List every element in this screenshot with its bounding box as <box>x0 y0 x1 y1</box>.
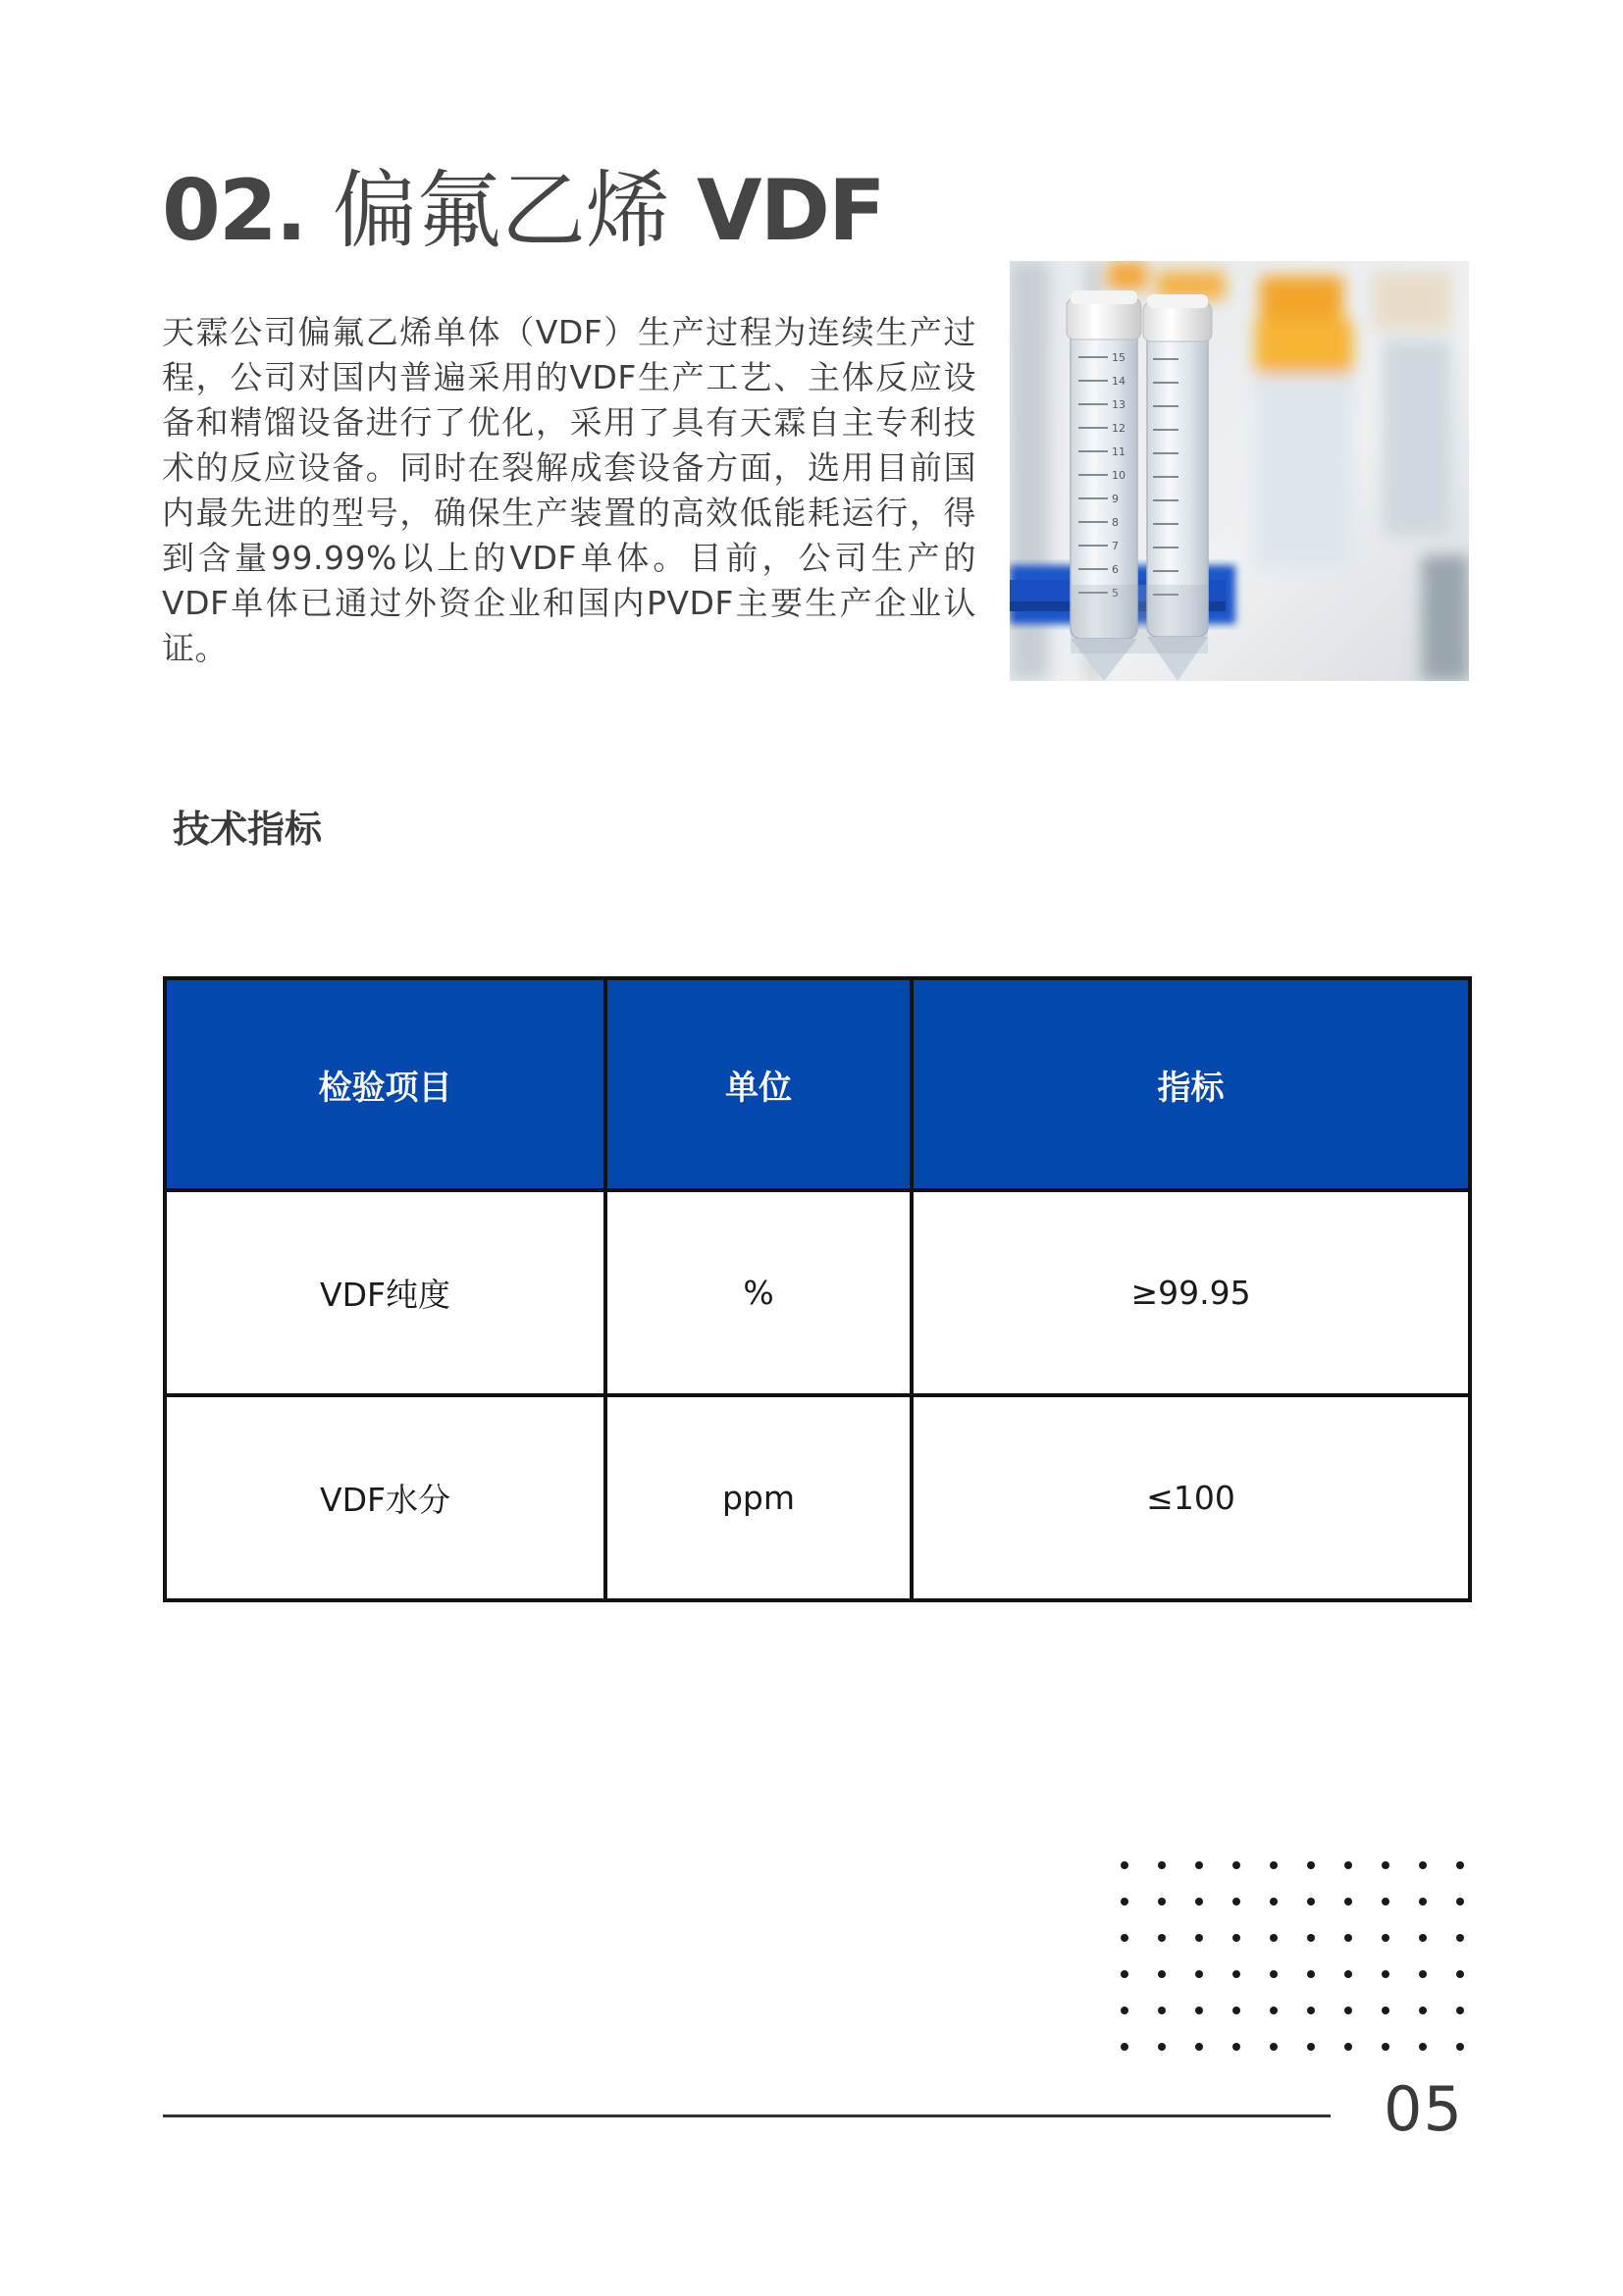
header-unit: 单位 <box>605 978 912 1190</box>
tube-mark: 8 <box>1112 516 1119 529</box>
tube-mark: 12 <box>1112 422 1126 435</box>
footer-divider <box>163 2114 1331 2117</box>
tube-mark: 9 <box>1112 493 1119 505</box>
spec-table <box>163 976 1472 1602</box>
header-spec: 指标 <box>912 978 1470 1190</box>
cell-item: VDF纯度 <box>165 1190 605 1395</box>
intro-paragraph: 天霖公司偏氟乙烯单体（VDF）生产过程为连续生产过程，公司对国内普遍采用的VDF生产工艺、主体反应设备和精馏设备进行了优化，采用了具有天霖自主专利技术的反应设备。同时在裂解成套设备方面，选用目前国内最先进的型号，确保生产装置的高效低能耗运行，得到含量99.99%以上的VDF单体。目前，公司生产的VDF单体已通过外资企业和国内PVDF主要生产企业认证。 <box>162 313 976 667</box>
decorative-dot-grid <box>1119 1859 1482 2056</box>
cell-item: VDF水分 <box>165 1395 605 1600</box>
tube-mark: 13 <box>1112 398 1126 411</box>
table-row <box>165 1395 1470 1600</box>
cell-unit: % <box>605 1190 912 1395</box>
cell-unit: ppm <box>605 1395 912 1600</box>
tube-mark: 6 <box>1112 563 1119 576</box>
cell-spec: ≤100 <box>912 1395 1470 1600</box>
title-latin: VDF <box>697 162 884 260</box>
section-title-specs: 技术指标 <box>173 808 323 851</box>
header-inspection-item: 检验项目 <box>165 978 605 1190</box>
tube-mark: 14 <box>1112 375 1126 388</box>
table-row <box>165 1190 1470 1395</box>
page-title <box>162 157 884 265</box>
tube-mark: 11 <box>1112 445 1126 458</box>
tube-mark: 10 <box>1112 469 1126 482</box>
title-number: 02. <box>162 162 306 260</box>
tube-mark: 7 <box>1112 540 1119 552</box>
page-number: 05 <box>1384 2073 1463 2145</box>
tube-mark: 5 <box>1112 587 1119 600</box>
title-chinese: 偏氟乙烯 <box>332 162 670 260</box>
cell-spec: ≥99.95 <box>912 1190 1470 1395</box>
lab-test-tubes-photo <box>1010 261 1469 681</box>
tube-mark: 15 <box>1112 351 1126 364</box>
table-header-row <box>165 978 1470 1190</box>
